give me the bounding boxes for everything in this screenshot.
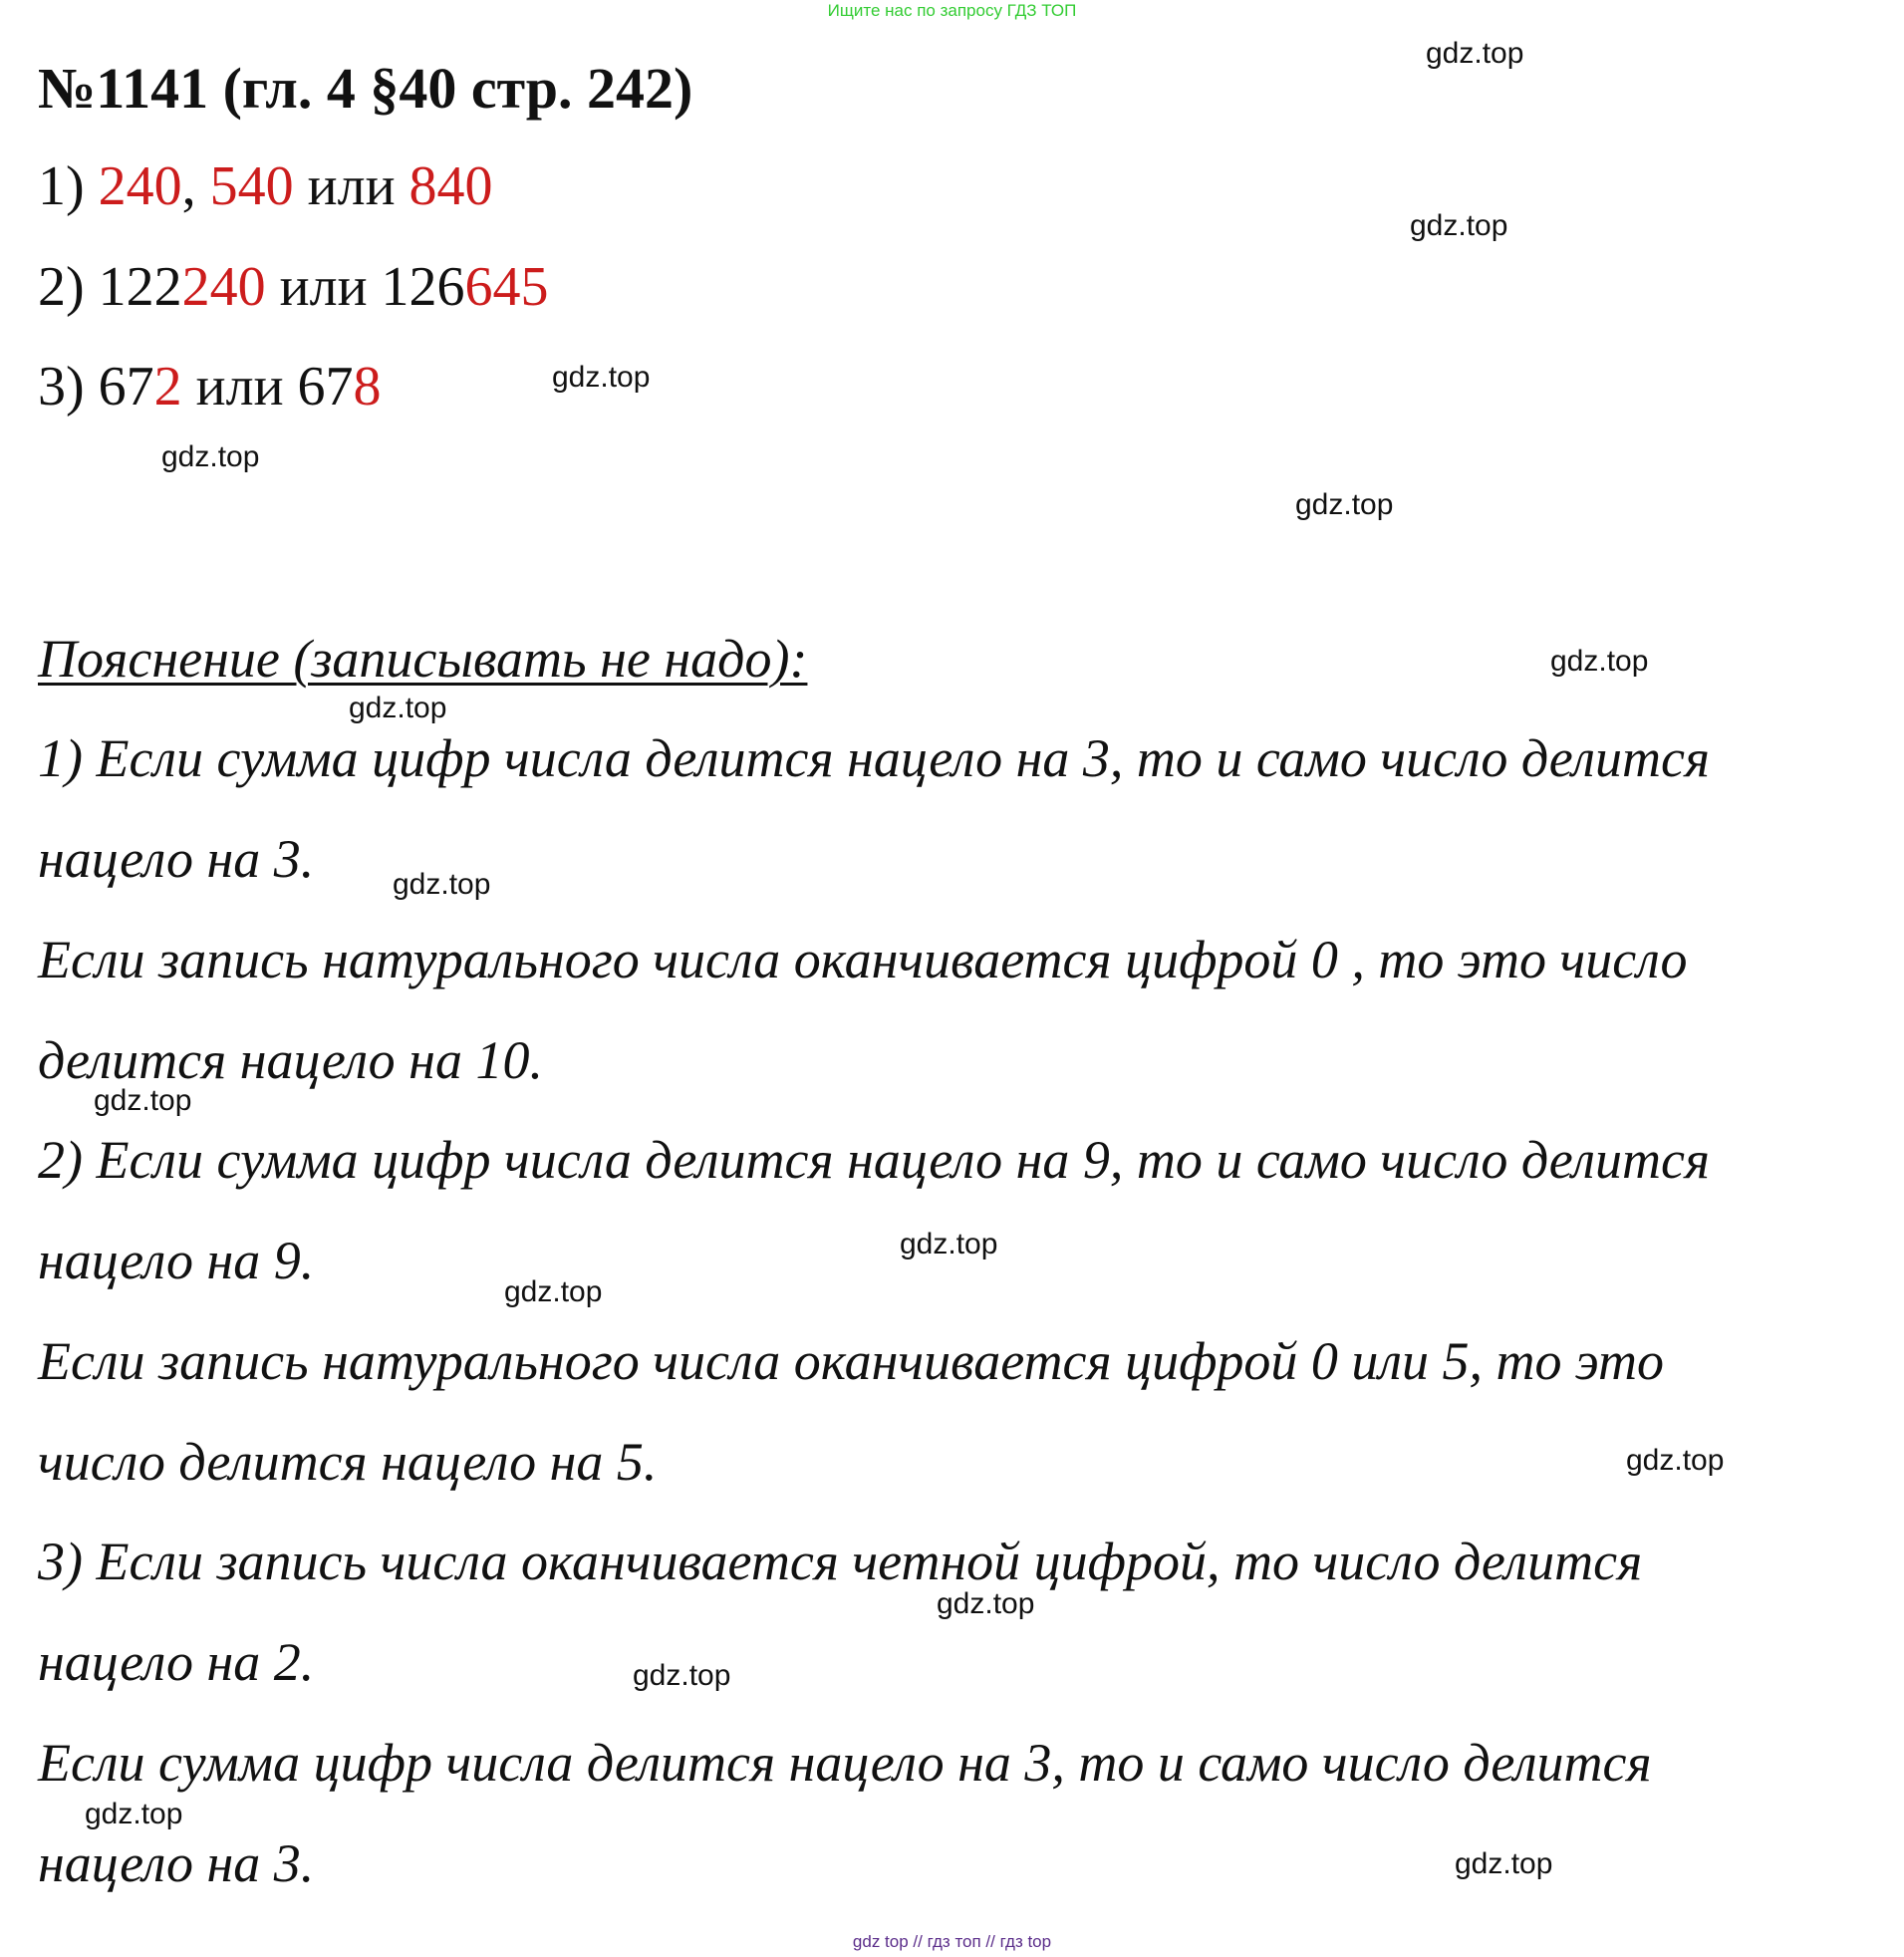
watermark: gdz.top bbox=[393, 868, 491, 901]
answer-3-prefix: 3) bbox=[38, 356, 99, 418]
explanation-line: Если сумма цифр числа делится нацело на 3, то и само число делится bbox=[38, 1733, 1652, 1793]
watermark: gdz.top bbox=[900, 1228, 998, 1260]
watermark: gdz.top bbox=[1626, 1444, 1725, 1477]
explanation-line: нацело на 2. bbox=[38, 1632, 315, 1692]
answer-2-sep1: или bbox=[265, 256, 382, 318]
answer-3-sep1: или bbox=[181, 356, 298, 418]
answer-2-num2-a: 126 bbox=[381, 256, 465, 318]
answer-2-num1-b: 240 bbox=[181, 256, 266, 318]
answer-3-num2-a: 67 bbox=[297, 356, 354, 418]
watermark: gdz.top bbox=[1295, 488, 1394, 521]
watermark: gdz.top bbox=[85, 1798, 183, 1830]
answer-1-num2: 540 bbox=[209, 155, 294, 217]
watermark: gdz.top bbox=[1426, 37, 1524, 70]
explanation-line: 1) Если сумма цифр числа делится нацело на 3, то и само число делится bbox=[38, 728, 1711, 788]
explanation-line: число делится нацело на 5. bbox=[38, 1432, 658, 1492]
watermark: gdz.top bbox=[1550, 645, 1649, 678]
watermark: gdz.top bbox=[94, 1084, 192, 1117]
answer-2-num1-a: 122 bbox=[98, 256, 182, 318]
explanation-line: нацело на 9. bbox=[38, 1231, 315, 1290]
answer-1 bbox=[38, 153, 493, 219]
explanation-line: нацело на 3. bbox=[38, 1833, 315, 1893]
answer-1-num1-a: 2 bbox=[98, 155, 127, 217]
answer-1-num3: 840 bbox=[408, 155, 493, 217]
answer-1-sep2: или bbox=[293, 155, 409, 217]
watermark: gdz.top bbox=[552, 361, 651, 394]
explanation-line: нацело на 3. bbox=[38, 829, 315, 889]
answer-3-num1-b: 2 bbox=[153, 356, 182, 418]
answer-2-num2-b: 645 bbox=[464, 256, 549, 318]
watermark: gdz.top bbox=[504, 1275, 603, 1308]
answer-3-num2-b: 8 bbox=[353, 356, 382, 418]
bottom-banner: gdz top // гдз топ // гдз top bbox=[852, 1932, 1052, 1951]
answer-1-prefix: 1) bbox=[38, 155, 99, 217]
answer-1-num1-b: 40 bbox=[126, 155, 182, 217]
explanation-line: 2) Если сумма цифр числа делится нацело на 9, то и само число делится bbox=[38, 1130, 1711, 1190]
explanation-line: Если запись натурального числа оканчивается цифрой 0 или 5, то это bbox=[38, 1331, 1665, 1391]
watermark: gdz.top bbox=[633, 1659, 731, 1692]
explanation-line: делится нацело на 10. bbox=[38, 1030, 543, 1090]
watermark: gdz.top bbox=[937, 1587, 1035, 1620]
answer-2-prefix: 2) bbox=[38, 256, 99, 318]
explanation-line: 3) Если запись числа оканчивается четной цифрой, то число делится bbox=[38, 1532, 1643, 1591]
answer-2 bbox=[38, 254, 549, 320]
watermark: gdz.top bbox=[349, 692, 447, 724]
top-banner: Ищите нас по запросу ГДЗ ТОП bbox=[827, 1, 1077, 20]
answer-1-sep1: , bbox=[181, 155, 210, 217]
watermark: gdz.top bbox=[1455, 1847, 1553, 1880]
explanation-heading: Пояснение (записывать не надо): bbox=[38, 629, 808, 689]
watermark: gdz.top bbox=[161, 440, 260, 473]
watermark: gdz.top bbox=[1410, 209, 1508, 242]
answer-3-num1-a: 67 bbox=[98, 356, 154, 418]
explanation-line: Если запись натурального числа оканчивается цифрой 0 , то это число bbox=[38, 930, 1688, 989]
answer-3 bbox=[38, 354, 382, 419]
page-title: №1141 (гл. 4 §40 стр. 242) bbox=[38, 56, 693, 121]
